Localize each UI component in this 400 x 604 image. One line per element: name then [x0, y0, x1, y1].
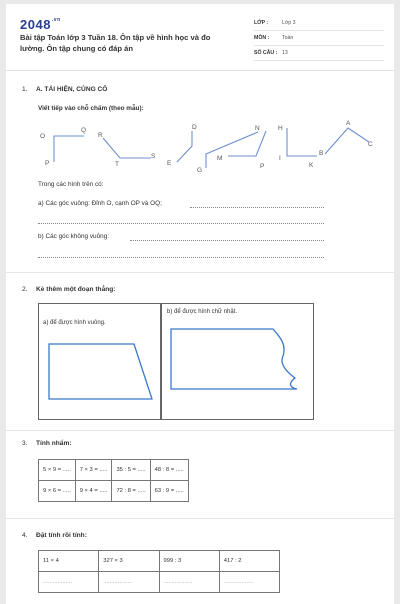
box-square: a) để được hình vuông. [38, 303, 162, 420]
point-label: P [45, 160, 50, 167]
point-label: S [151, 153, 156, 160]
answer-b-blank-2[interactable] [38, 257, 324, 258]
point-label: B [319, 150, 324, 157]
table-cell[interactable]: 9 × 6 = ..... [39, 481, 76, 502]
table-cell: 327 × 3 [99, 551, 159, 572]
table-cell: 999 : 3 [159, 551, 219, 572]
point-label: R [98, 132, 103, 139]
point-label: T [115, 161, 119, 168]
table-cell: 11 × 4 [39, 551, 99, 572]
meta-row-subject: MÔN : Toán [254, 31, 384, 46]
point-label: E [167, 160, 172, 167]
point-label: I [279, 155, 281, 162]
section-divider [6, 430, 394, 431]
answer-a-label: a) Các góc vuông: Đỉnh O, cạnh OP và OQ; [38, 200, 162, 207]
table-cell[interactable]: 48 : 8 = ..... [150, 460, 188, 481]
angles-figure [6, 116, 394, 176]
point-label: H [278, 125, 283, 132]
meta-table [254, 16, 384, 61]
point-label: P [260, 163, 265, 170]
answer-blank[interactable]: .................. [159, 572, 219, 593]
table-cell[interactable]: 5 × 9 = ..... [39, 460, 76, 481]
point-label: O [40, 133, 46, 140]
answer-a-blank-2[interactable] [38, 223, 324, 224]
mental-math-table [38, 459, 189, 502]
point-label: Q [81, 127, 87, 134]
site-logo[interactable]: $2048^{.vn}$ [20, 17, 61, 32]
point-label: M [217, 155, 223, 162]
answer-blank[interactable]: .................. [39, 572, 99, 593]
rectangle-shape [161, 304, 313, 419]
box-rectangle: b) để được hình chữ nhật. [160, 303, 314, 420]
table-row [39, 551, 280, 572]
worksheet: $2048^{.vn}$ Bài tập Toán lớp 3 Tuần 18. Ôn tập về hình học và đo lường. Ôn tập chung có đáp án LỚP : Lớp 3 MÔN : Toán SỐ CÂU : 13 1. A. TÁI HIỆN, CỦNG CỐ Viết tiếp vào chỗ chấm (theo mẫu): O Q P R T S D E G N M P H I K A B C Trong các hình trên có: a) Các góc vuông: Đỉnh O, cạnh OP và OQ; b) Các góc không vuông: 2. Kẻ thêm một đoạn thẳng: a) để được hình vuông. b) để được hình chữ nhật. 3. Tính nhẩm: 5 × 9 = ..... 7 × 3 = ..... 35 : 5 = ..... 48 : 8 = ..... 9 × 6 = ..... 9 × 4 = ..... 72 : 8 = ..... 63 : 9 = ..... 4. Đặt tính rồi tính: 11 × 4 327 × 3 999 : 3 417 : 2 .................. .................. .................. .................. [6, 4, 394, 604]
point-label: D [192, 124, 197, 131]
answer-blank[interactable]: .................. [219, 572, 279, 593]
table-cell: 417 : 2 [219, 551, 279, 572]
point-label: A [346, 120, 351, 127]
answer-a-blank[interactable] [190, 207, 324, 208]
section-divider [6, 518, 394, 519]
meta-row-count: SỐ CÂU : 13 [254, 46, 384, 61]
meta-row-class: LỚP : Lớp 3 [254, 16, 384, 31]
section-1-prompt: Trong các hình trên có: [38, 181, 104, 188]
table-row [39, 481, 189, 502]
point-label: C [368, 141, 373, 148]
section-1-instruction: Viết tiếp vào chỗ chấm (theo mẫu): [38, 105, 144, 112]
point-label: N [255, 125, 260, 132]
trapezoid-shape [39, 304, 161, 419]
table-cell[interactable]: 9 × 4 = ..... [75, 481, 112, 502]
point-label: G [197, 167, 203, 174]
table-row [39, 572, 280, 593]
table-cell[interactable]: 63 : 9 = ..... [150, 481, 188, 502]
table-cell[interactable]: 72 : 8 = ..... [112, 481, 150, 502]
table-row [39, 460, 189, 481]
long-calc-table [38, 550, 280, 593]
point-label: K [309, 162, 314, 169]
document-title: Bài tập Toán lớp 3 Tuần 18. Ôn tập về hình học và đo lường. Ôn tập chung có đáp án [20, 33, 211, 53]
table-cell[interactable]: 7 × 3 = ..... [75, 460, 112, 481]
answer-b-blank[interactable] [130, 240, 324, 241]
section-divider [6, 272, 394, 273]
worksheet-header [6, 4, 394, 71]
table-cell[interactable]: 35 : 5 = ..... [112, 460, 150, 481]
answer-b-label: b) Các góc không vuông: [38, 233, 110, 240]
answer-blank[interactable]: .................. [99, 572, 159, 593]
